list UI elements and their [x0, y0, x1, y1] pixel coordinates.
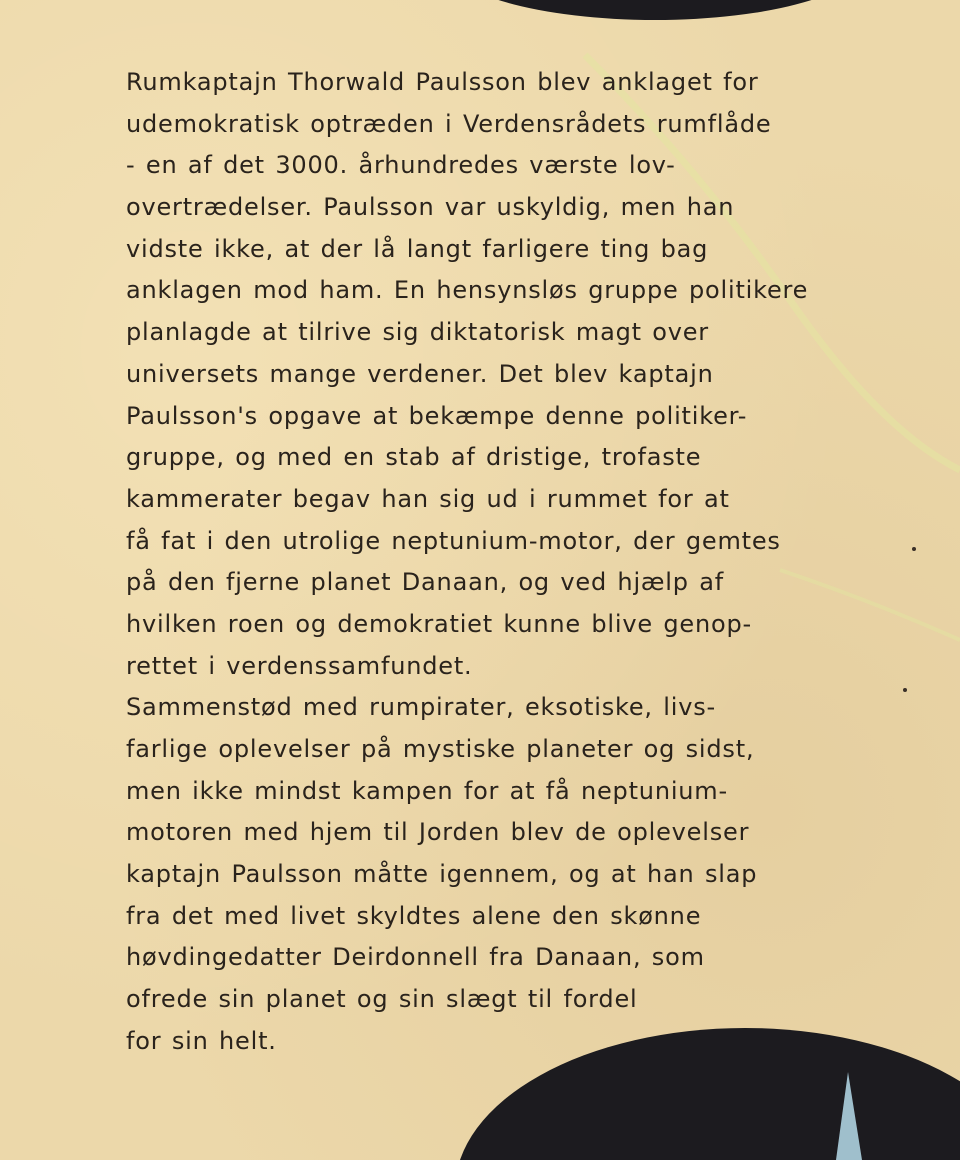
blurb-line: kammerater begav han sig ud i rummet for at [126, 484, 730, 513]
blurb-line: udemokratisk optræden i Verdensrådets rumflåde [126, 109, 772, 138]
blurb-line: hvilken roen og demokratiet kunne blive genop- [126, 609, 752, 638]
blurb-line: for sin helt. [126, 1026, 277, 1055]
blurb-line: motoren med hjem til Jorden blev de oplevelser [126, 818, 750, 847]
blurb-line: kaptajn Paulsson måtte igennem, og at han slap [126, 860, 758, 889]
blurb-line: farlige oplevelser på mystiske planeter og sidst, [126, 735, 755, 763]
speck [903, 688, 907, 692]
blurb-line: Sammenstød med rumpirater, eksotiske, livs- [126, 693, 716, 722]
top-planet-shape [445, 0, 865, 20]
blurb-line: fra det med livet skyldtes alene den skønne [126, 901, 702, 930]
blurb-line: men ikke mindst kampen for at få neptunium- [126, 776, 728, 805]
blurb-line: høvdingedatter Deirdonnell fra Danaan, som [126, 943, 705, 972]
blurb-line: Rumkaptajn Thorwald Paulsson blev anklaget for [126, 68, 759, 96]
blurb-text [126, 62, 866, 1063]
blurb-line: rettet i verdenssamfundet. [126, 651, 473, 680]
blurb-line: overtrædelser. Paulsson var uskyldig, men han [126, 193, 735, 222]
blurb-line: ofrede sin planet og sin slægt til fordel [126, 985, 638, 1014]
blurb-line: vidste ikke, at der lå langt farligere ting bag [126, 234, 709, 263]
blurb-line: på den fjerne planet Danaan, og ved hjælp af [126, 568, 724, 597]
blurb-line: - en af det 3000. århundredes værste lov- [126, 151, 676, 180]
blurb-line: anklagen mod ham. En hensynsløs gruppe politikere [126, 276, 809, 305]
blurb-line: få fat i den utrolige neptunium-motor, der gemtes [126, 526, 781, 555]
speck [912, 547, 916, 551]
blurb-line: planlagde at tilrive sig diktatorisk magt over [126, 318, 709, 347]
blurb-line: universets mange verdener. Det blev kaptajn [126, 359, 714, 388]
blurb-line: gruppe, og med en stab af dristige, trofaste [126, 443, 702, 472]
blurb-line: Paulsson's opgave at bekæmpe denne politiker- [126, 401, 748, 430]
